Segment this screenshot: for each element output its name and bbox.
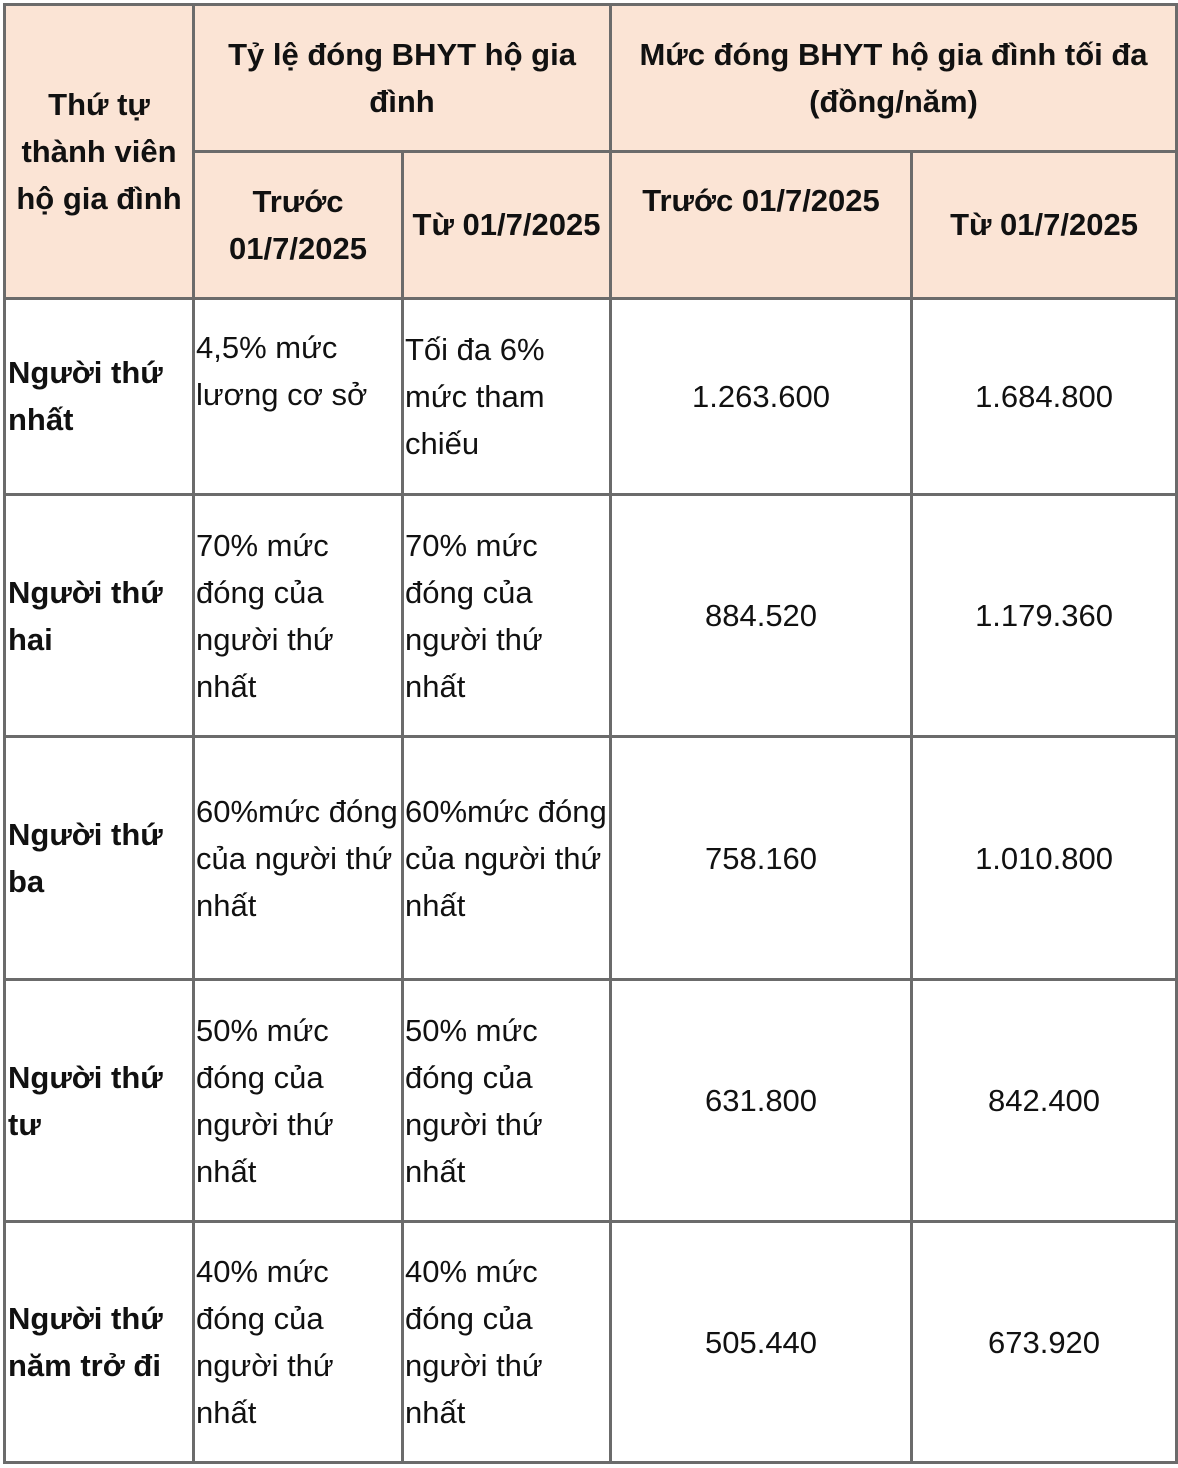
- rate-before-cell: 40% mức đóng của người thứ nhất: [194, 1222, 403, 1463]
- header-rate-before: Trước 01/7/2025: [194, 152, 403, 298]
- member-label: Người thứ ba: [5, 737, 194, 979]
- member-label: Người thứ tư: [5, 979, 194, 1221]
- amount-from-cell: 1.010.800: [912, 737, 1177, 979]
- member-label: Người thứ nhất: [5, 298, 194, 494]
- header-member-order: Thứ tự thành viên hộ gia đình: [5, 5, 194, 299]
- rate-before-cell: 50% mức đóng của người thứ nhất: [194, 979, 403, 1221]
- header-rate-group: Tỷ lệ đóng BHYT hộ gia đình: [194, 5, 611, 152]
- amount-from-cell: 842.400: [912, 979, 1177, 1221]
- table-row: [5, 298, 1177, 494]
- rate-from-cell: Tối đa 6% mức tham chiếu: [403, 298, 611, 494]
- amount-before-cell: 884.520: [611, 494, 912, 736]
- amount-from-cell: 673.920: [912, 1222, 1177, 1463]
- rate-before-cell: 4,5% mức lương cơ sở: [194, 298, 403, 494]
- table-row: [5, 1222, 1177, 1463]
- header-rate-from: Từ 01/7/2025: [403, 152, 611, 298]
- header-amount-group: Mức đóng BHYT hộ gia đình tối đa (đồng/năm): [611, 5, 1177, 152]
- member-label: Người thứ hai: [5, 494, 194, 736]
- amount-from-cell: 1.684.800: [912, 298, 1177, 494]
- table-row: [5, 979, 1177, 1221]
- header-amount-from: Từ 01/7/2025: [912, 152, 1177, 298]
- header-amount-before: Trước 01/7/2025: [611, 152, 912, 298]
- rate-from-cell: 40% mức đóng của người thứ nhất: [403, 1222, 611, 1463]
- amount-before-cell: 758.160: [611, 737, 912, 979]
- member-label: Người thứ năm trở đi: [5, 1222, 194, 1463]
- rate-from-cell: 70% mức đóng của người thứ nhất: [403, 494, 611, 736]
- amount-before-cell: 505.440: [611, 1222, 912, 1463]
- rate-from-cell: 60%mức đóng của người thứ nhất: [403, 737, 611, 979]
- table-row: [5, 737, 1177, 979]
- amount-before-cell: 631.800: [611, 979, 912, 1221]
- rate-from-cell: 50% mức đóng của người thứ nhất: [403, 979, 611, 1221]
- rate-before-cell: 60%mức đóng của người thứ nhất: [194, 737, 403, 979]
- amount-from-cell: 1.179.360: [912, 494, 1177, 736]
- table-row: [5, 494, 1177, 736]
- rate-before-cell: 70% mức đóng của người thứ nhất: [194, 494, 403, 736]
- bhyt-contribution-table: [3, 3, 1178, 1464]
- amount-before-cell: 1.263.600: [611, 298, 912, 494]
